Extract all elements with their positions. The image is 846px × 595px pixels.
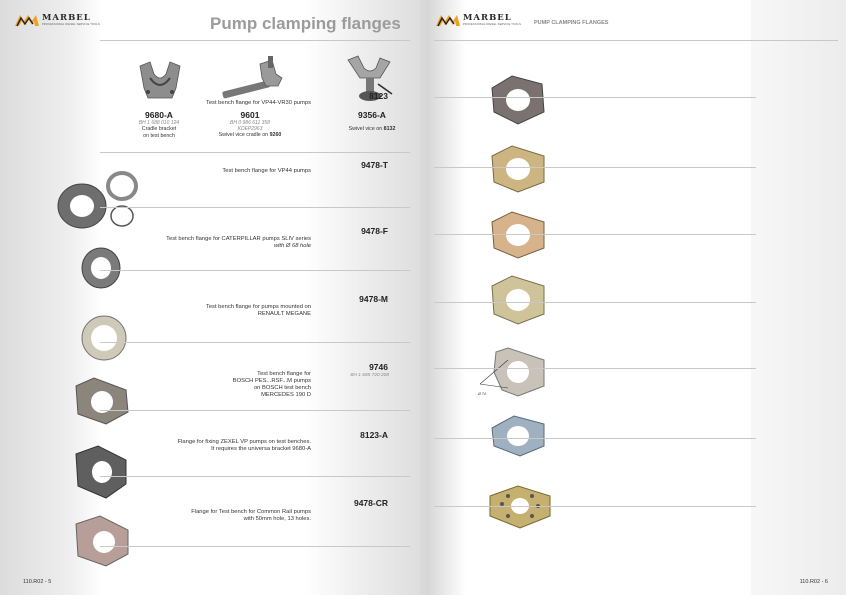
product-code: 9356-A bbox=[358, 110, 386, 120]
flange-image-9478-CR bbox=[488, 484, 552, 530]
product-code: 8123-A bbox=[360, 430, 388, 440]
bosch-number: BH 1 685 720 208 bbox=[350, 373, 389, 378]
page-number: 110.R02 - 5 bbox=[23, 579, 52, 585]
header-label: PUMP CLAMPING FLANGES bbox=[534, 20, 609, 26]
bosch-number: BH 1 688 010 124 bbox=[138, 120, 180, 126]
brand-logo bbox=[15, 12, 100, 28]
flange-image-9478 bbox=[72, 444, 130, 500]
brand-name: MARBEL bbox=[463, 13, 512, 23]
product-description: Test bench flange for VP44-VR30 pumps bbox=[205, 100, 311, 106]
flange-image-9478-B bbox=[56, 170, 142, 232]
brand-name: MARBEL bbox=[42, 13, 91, 23]
product-9680-A bbox=[114, 110, 204, 139]
product-9356-A bbox=[327, 110, 417, 133]
flange-image-9478-M bbox=[488, 274, 548, 326]
marbel-logo-icon bbox=[436, 12, 460, 28]
page-title: Pump clamping flanges bbox=[210, 14, 401, 33]
flange-image-8123-A bbox=[488, 414, 548, 458]
product-description: Test bench flange for CATERPILLAR pumps SLIV series with Ø 68 hole bbox=[166, 236, 311, 249]
brand-tagline: PROFESSIONAL DIESEL SERVICE TOOLS bbox=[463, 23, 522, 26]
product-description: Test bench flange for VP44 pumps bbox=[222, 168, 311, 174]
product-code: 9478-CR bbox=[353, 498, 388, 508]
product-description-line2: on test bench bbox=[143, 132, 175, 139]
swivel-vice-cradle-image bbox=[220, 56, 290, 106]
flange-image-9478-E bbox=[72, 514, 132, 568]
brand-tagline: PROFESSIONAL DIESEL SERVICE TOOLS bbox=[42, 23, 101, 26]
flange-image-9746 bbox=[478, 346, 548, 398]
product-description: Test bench flange for BOSCH PES...RSF...M pumps on BOSCH test bench MERCEDES 190 D bbox=[232, 371, 311, 398]
product-description: Swivel vice cradle on 9260 bbox=[218, 132, 282, 138]
product-description: Swivel vice on 8132 bbox=[348, 126, 396, 132]
flange-image-9478-C bbox=[80, 246, 122, 290]
bosch-number: BH 0 986 611 358 bbox=[230, 120, 270, 126]
flange-image-9478-T bbox=[488, 144, 548, 194]
cradle-bracket-image bbox=[136, 58, 184, 106]
product-description: Cradle bracket bbox=[141, 126, 177, 132]
product-code: 9478-T bbox=[361, 160, 388, 170]
flange-image-9478-A bbox=[72, 376, 130, 426]
product-9601 bbox=[200, 110, 300, 139]
product-code: 9746 bbox=[369, 362, 388, 372]
product-description: Flange for Test bench for Common Rail pumps with 50mm hole, 13 holes. bbox=[191, 509, 311, 522]
product-code: 9680-A bbox=[145, 110, 173, 120]
flange-image-9478-F bbox=[488, 210, 548, 260]
product-description: Test bench flange for pumps mounted on RENAULT MEGANE bbox=[205, 304, 311, 317]
product-code: 8123 bbox=[369, 91, 388, 101]
product-code: 9601 bbox=[240, 110, 260, 120]
marbel-logo-icon bbox=[15, 12, 39, 28]
product-code: 9478-F bbox=[361, 226, 388, 236]
dimension-label: Ø 74 bbox=[478, 392, 486, 396]
brand-logo-right bbox=[436, 12, 521, 28]
product-code: 9478-M bbox=[359, 294, 388, 304]
kdep-number: KDEP2963 bbox=[237, 126, 263, 132]
product-description: Flange for fixing ZEXEL VP pumps on test benches. It requires the universa bracket 9680-A bbox=[177, 439, 311, 452]
flange-image-8123 bbox=[488, 74, 546, 126]
page-number: 110.R02 - 6 bbox=[799, 579, 828, 585]
flange-image-9479-D bbox=[80, 314, 128, 362]
